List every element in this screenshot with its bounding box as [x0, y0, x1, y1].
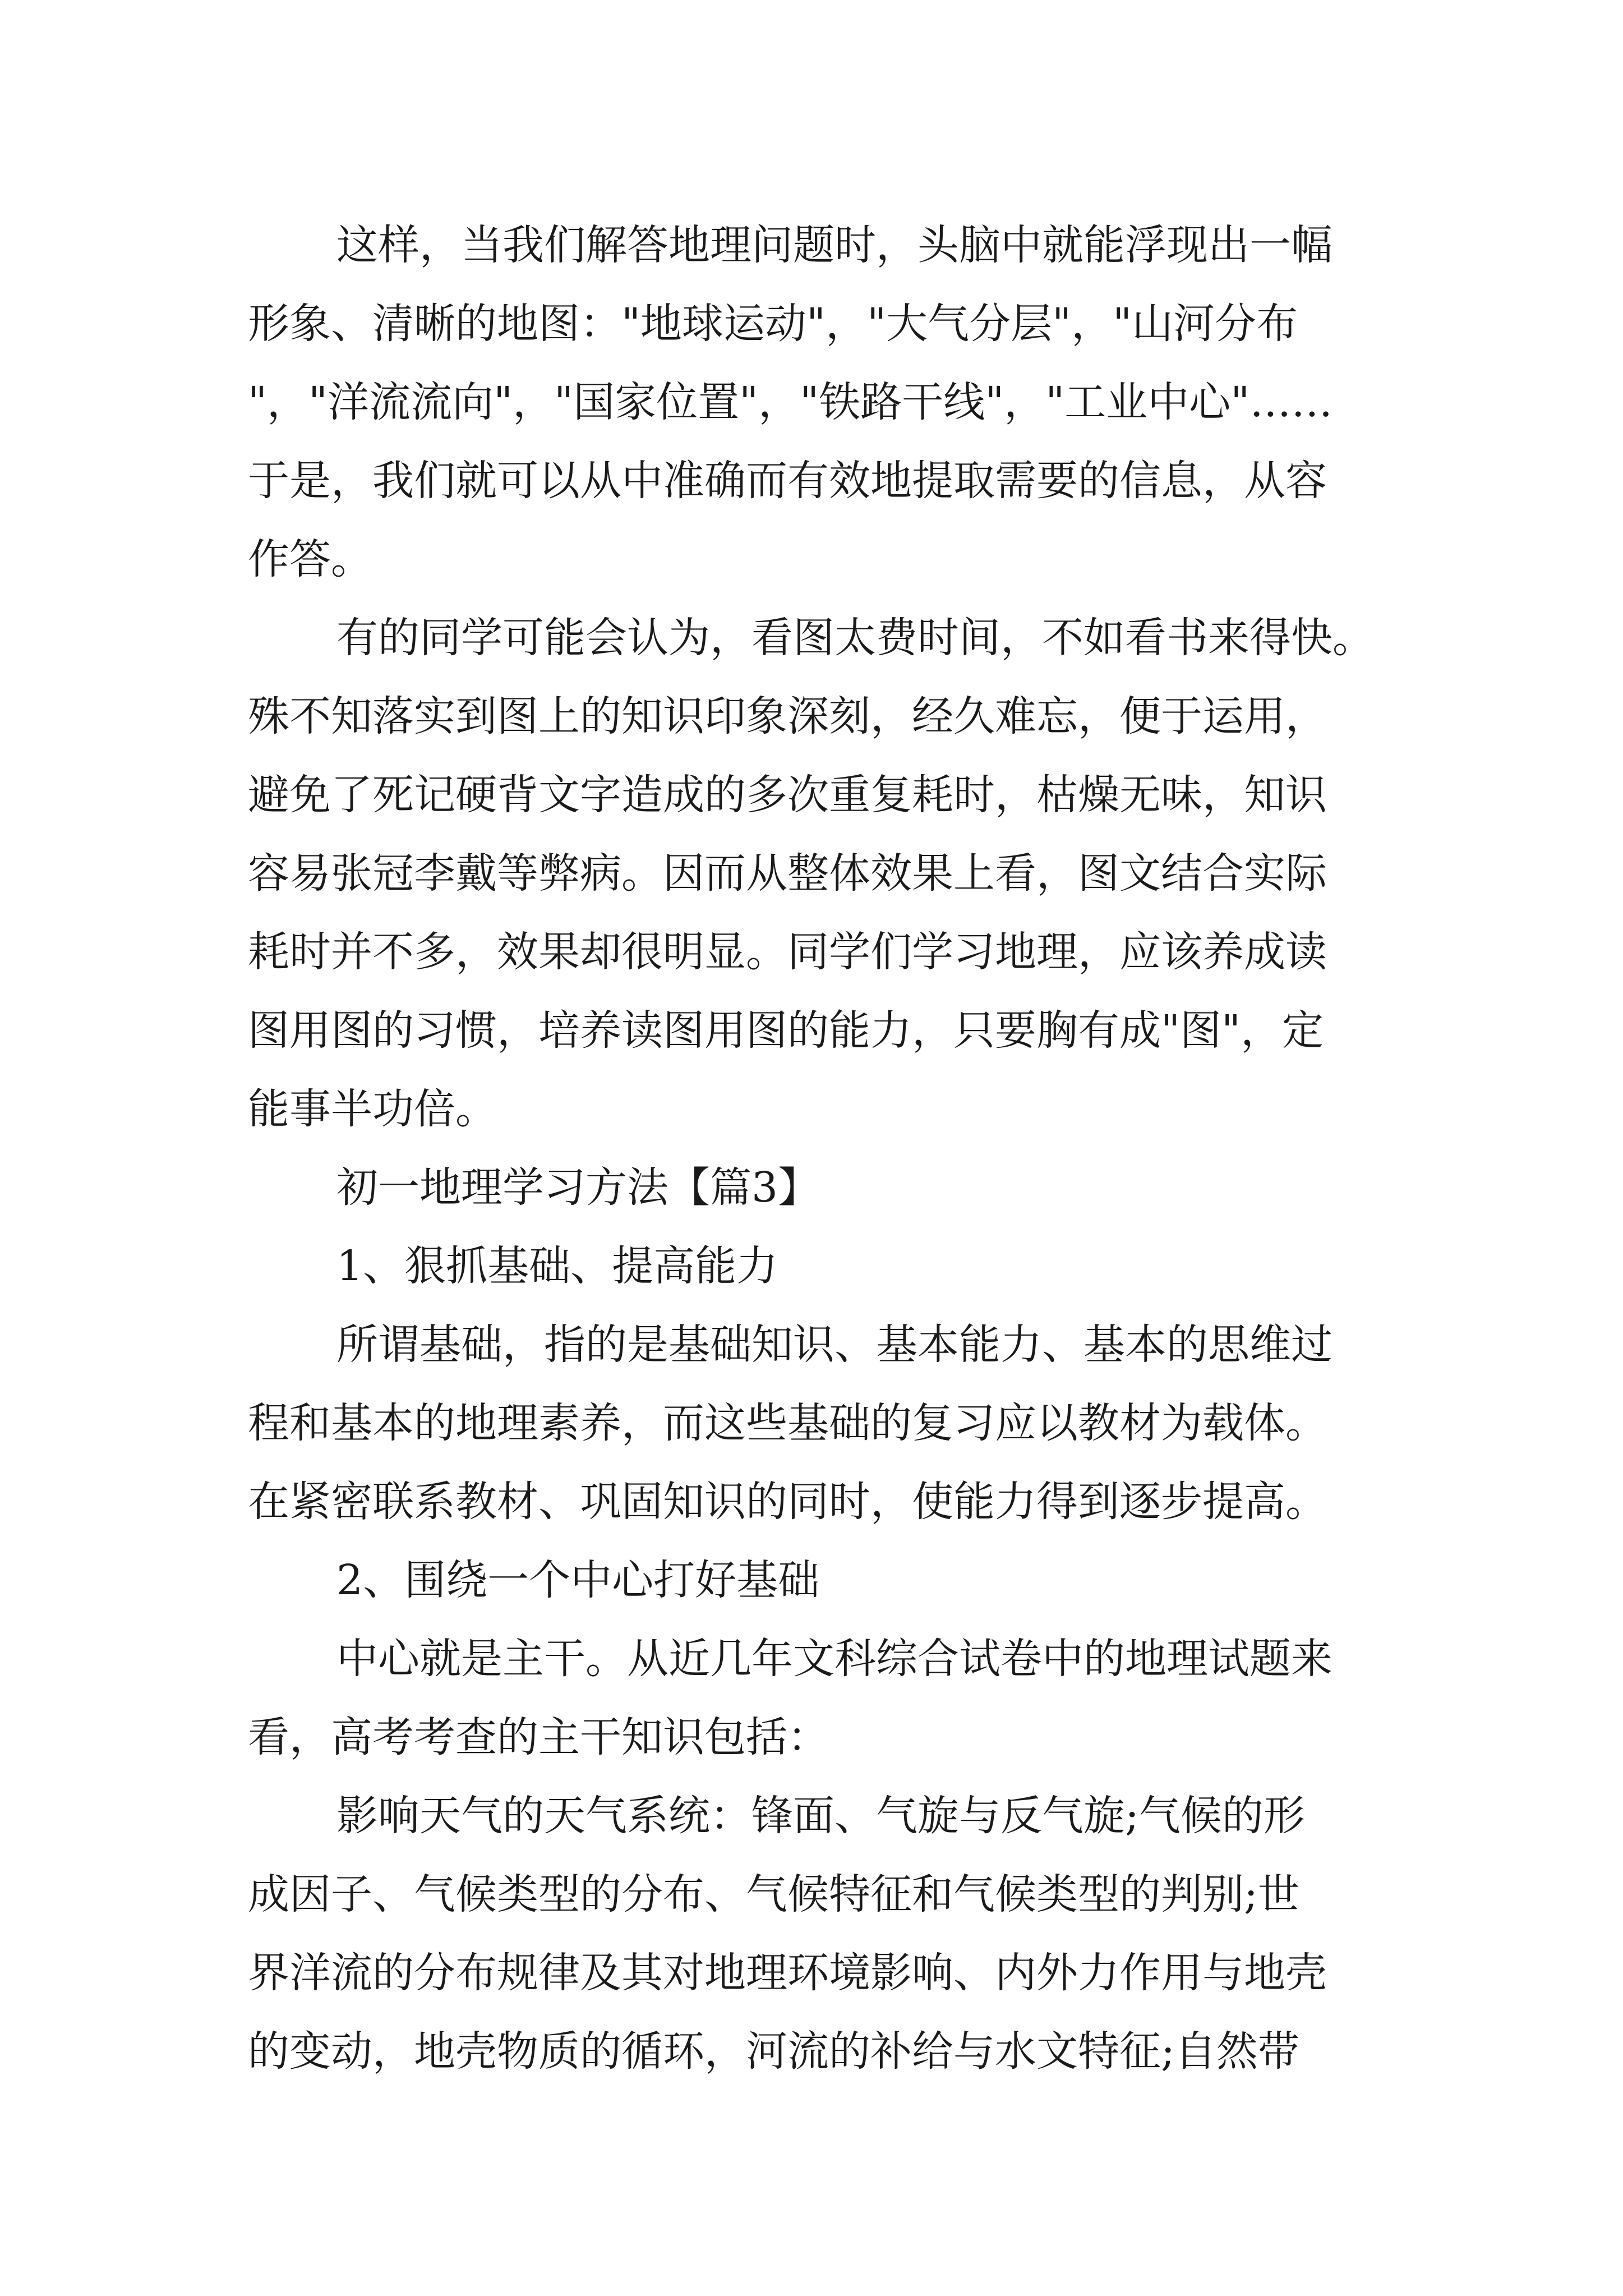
paragraph-line: 容易张冠李戴等弊病。因而从整体效果上看，图文结合实际	[248, 849, 1327, 898]
subsection-heading: 1、狠抓基础、提高能力	[336, 1242, 778, 1290]
paragraph-line: 程和基本的地理素养，而这些基础的复习应以教材为载体。	[248, 1399, 1327, 1447]
paragraph-line: 所谓基础，指的是基础知识、基本能力、基本的思维过	[336, 1320, 1332, 1369]
paragraph-line: 中心就是主干。从近几年文科综合试卷中的地理试题来	[336, 1635, 1332, 1683]
paragraph-line: 作答。	[248, 535, 372, 583]
paragraph-line: 于是，我们就可以从中准确而有效地提取需要的信息，从容	[248, 457, 1327, 505]
paragraph-line: 在紧密联系教材、巩固知识的同时，使能力得到逐步提高。	[248, 1478, 1327, 1526]
paragraph-line: "，"洋流流向"，"国家位置"，"铁路干线"，"工业中心"……	[248, 378, 1333, 426]
paragraph-line: 有的同学可能会认为，看图太费时间，不如看书来得快。	[336, 614, 1374, 662]
paragraph-line: 形象、清晰的地图："地球运动"，"大气分层"，"山河分布	[248, 300, 1298, 348]
paragraph-line: 能事半功倍。	[248, 1085, 497, 1133]
paragraph-line: 避免了死记硬背文字造成的多次重复耗时，枯燥无味，知识	[248, 771, 1327, 819]
section-heading: 初一地理学习方法【篇3】	[336, 1163, 820, 1212]
paragraph-line: 界洋流的分布规律及其对地理环境影响、内外力作用与地壳	[248, 1949, 1327, 1997]
paragraph-line: 成因子、气候类型的分布、气候特征和气候类型的判别;世	[248, 1870, 1299, 1918]
paragraph-line: 殊不知落实到图上的知识印象深刻，经久难忘，便于运用，	[248, 692, 1327, 740]
paragraph-line: 这样，当我们解答地理问题时，头脑中就能浮现出一幅	[336, 221, 1332, 269]
paragraph-line: 的变动，地壳物质的循环，河流的补给与水文特征;自然带	[248, 2027, 1299, 2076]
paragraph-line: 图用图的习惯，培养读图用图的能力，只要胸有成"图"，定	[248, 1006, 1324, 1055]
subsection-heading: 2、围绕一个中心打好基础	[336, 1556, 820, 1604]
paragraph-line: 影响天气的天气系统：锋面、气旋与反气旋;气候的形	[336, 1792, 1305, 1840]
paragraph-line: 耗时并不多，效果却很明显。同学们学习地理，应该养成读	[248, 928, 1327, 976]
paragraph-line: 看，高考考查的主干知识包括：	[248, 1713, 829, 1761]
